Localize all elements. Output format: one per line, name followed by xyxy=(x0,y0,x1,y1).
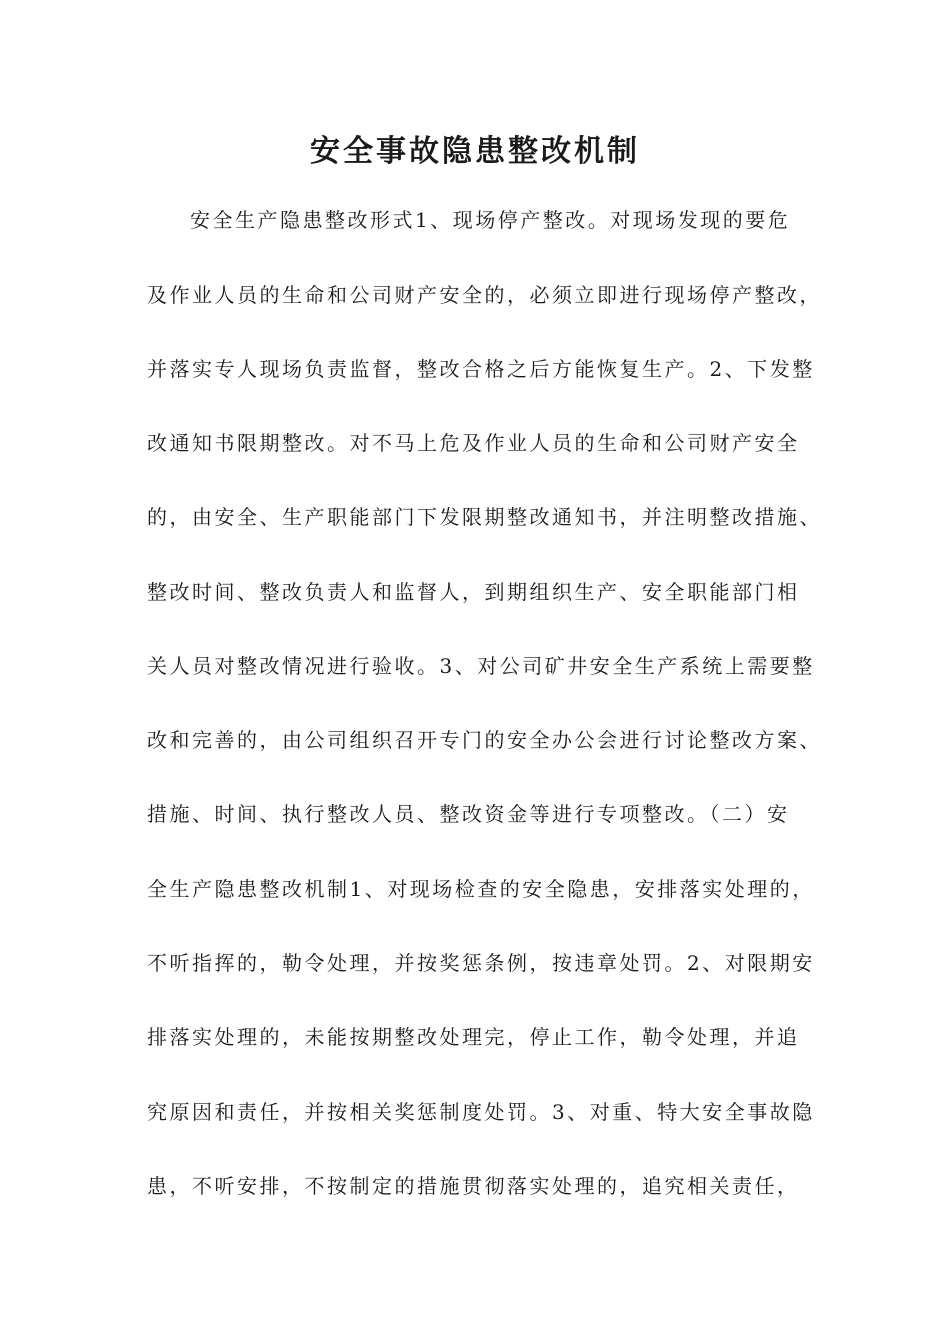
paragraph-line: 及作业人员的生命和公司财产安全的，必须立即进行现场停产整改， xyxy=(147,283,822,307)
paragraph-line: 并落实专人现场负责监督，整改合格之后方能恢复生产。2、下发整 xyxy=(147,357,815,381)
paragraph-line: 的，由安全、生产职能部门下发限期整改通知书，并注明整改措施、 xyxy=(147,505,822,529)
document-title: 安全事故隐患整改机制 xyxy=(310,134,640,169)
paragraph-line: 全生产隐患整改机制1、对现场检查的安全隐患，安排落实处理的， xyxy=(147,877,815,901)
paragraph-line: 究原因和责任，并按相关奖惩制度处罚。3、对重、特大安全事故隐 xyxy=(147,1100,815,1124)
paragraph-line: 措施、时间、执行整改人员、整改资金等进行专项整改。（二）安 xyxy=(147,802,790,826)
paragraph-line: 患，不听安排，不按制定的措施贯彻落实处理的，追究相关责任， xyxy=(147,1174,800,1198)
paragraph-line: 安全生产隐患整改形式1、现场停产整改。对现场发现的要危 xyxy=(190,208,791,232)
paragraph-line: 不听指挥的，勒令处理，并按奖惩条例，按违章处罚。2、对限期安 xyxy=(147,951,815,975)
paragraph-line: 改和完善的，由公司组织召开专门的安全办公会进行讨论整改方案、 xyxy=(147,728,822,752)
paragraph-line: 排落实处理的，未能按期整改处理完，停止工作，勒令处理，并追 xyxy=(147,1025,800,1049)
paragraph-line: 整改时间、整改负责人和监督人，到期组织生产、安全职能部门相 xyxy=(147,580,800,604)
paragraph-line: 关人员对整改情况进行验收。3、对公司矿井安全生产系统上需要整 xyxy=(147,654,815,678)
paragraph-line: 改通知书限期整改。对不马上危及作业人员的生命和公司财产安全 xyxy=(147,431,800,455)
